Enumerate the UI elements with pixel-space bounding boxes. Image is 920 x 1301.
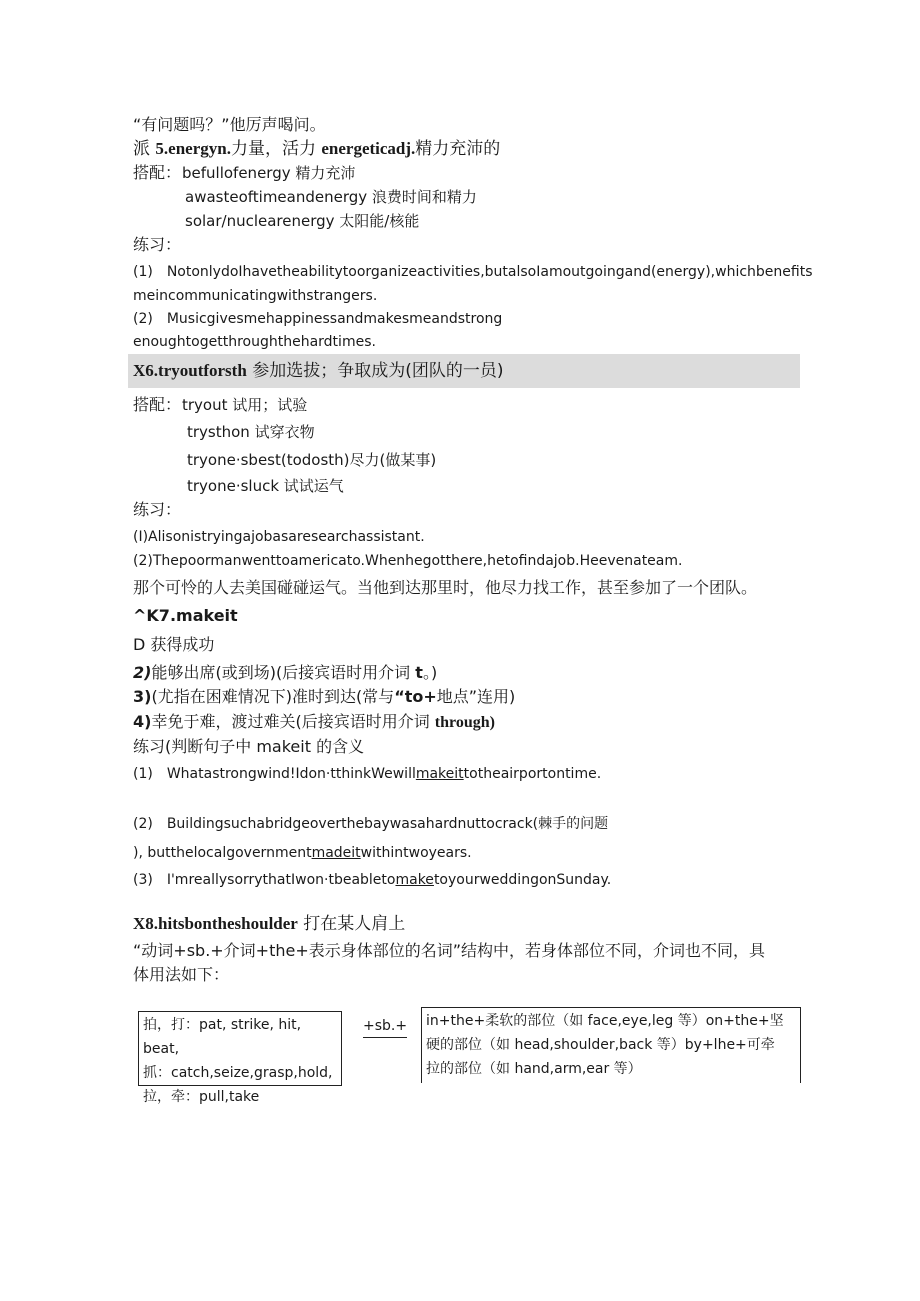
section-6-word: X6.tryoutforsth	[133, 361, 247, 380]
s7-practice-1	[133, 763, 601, 785]
prep-row-2: 硬的部位（如 head,shoulder,back 等）by+lhe+可牵	[426, 1037, 775, 1053]
s7-practice-intro: 练习(判断句子中 makeit 的含义	[133, 737, 365, 756]
s5-collocation-3: solar/nuclearenergy 太阳能/核能	[185, 212, 420, 230]
s7-meaning-2	[133, 662, 437, 684]
s6-collocation-3: tryone·sbest(todosth)尽力(做某事)	[187, 451, 437, 469]
s5-collocation-2: awasteoftimeandenergy 浪费时间和精力	[185, 188, 477, 206]
s7-m3-num: 3)	[133, 687, 152, 706]
section-5-adj: energeticadj.	[321, 139, 416, 158]
s7-p2-c: withintwoyears.	[360, 845, 472, 861]
s7-p2-underline: madeit	[311, 845, 361, 861]
s8-desc-1: “动词+sb.+介词+the+表示身体部位的名词”结构中，若身体部位不同，介词也不同，具	[133, 941, 766, 960]
s5-practice-2b: enoughtogetthroughthehardtimes.	[133, 334, 376, 350]
s7-m3-to: “to+	[394, 687, 437, 706]
s7-p2-b: ), butthelocalgovernment	[133, 845, 312, 861]
s7-m2-text: 能够出席(或到场)(后接宾语时用介词	[151, 663, 416, 682]
prep-row-3: 拉的部位（如 hand,arm,ear 等）	[426, 1061, 642, 1077]
practice-label: 练习：	[133, 235, 182, 254]
s5-collocation-1: befullofenergy 精力充沛	[182, 164, 356, 182]
s7-p3-a: (3) I'mreallysorrythatIwon·tbeableto	[133, 872, 396, 888]
s6-collocation-2: trysthon 试穿衣物	[187, 423, 315, 441]
section-5-prefix: 派	[133, 139, 156, 159]
s5-practice-1b: meincommunicatingwithstrangers.	[133, 288, 378, 304]
s7-m2-t: t	[415, 663, 423, 682]
s7-p1-underline: makeit	[415, 766, 464, 782]
s7-m4-num: 4)	[133, 712, 152, 731]
s7-m4-through: through)	[434, 714, 495, 731]
section-6-heading	[133, 360, 503, 382]
section-8-word: X8.hitsbontheshoulder	[133, 914, 298, 933]
s7-practice-2b	[133, 842, 472, 864]
verb-row-3: 拉，牵：pull,take	[143, 1089, 260, 1105]
prep-row-1: in+the+柔软的部位（如 face,eye,leg 等）on+the+坚	[426, 1013, 784, 1029]
s5-practice-2: (2) Musicgivesmehappinessandmakesmeandstrong	[133, 311, 503, 327]
verb-box	[138, 1011, 342, 1105]
s7-m2-end: 。)	[422, 663, 438, 682]
s7-p1-b: totheairportontime.	[463, 766, 602, 782]
s6-practice-label: 练习：	[133, 500, 182, 519]
preposition-box	[421, 1007, 801, 1083]
section-5-adj-meaning: 精力充沛的	[415, 139, 501, 159]
s7-p1-a: (1) Whatastrongwind!Idon·tthinkWewill	[133, 766, 416, 782]
verb-row-1: 拍，打：pat, strike, hit, beat,	[143, 1017, 302, 1057]
section-8-meaning: 打在某人肩上	[297, 914, 406, 934]
s6-collocation-1: tryout 试用；试验	[182, 396, 308, 414]
s7-meaning-1: D 获得成功	[133, 635, 215, 654]
sb-connector: +sb.+	[363, 1015, 407, 1038]
s8-desc-2: 体用法如下：	[133, 965, 230, 984]
section-5-meaning: 力量，活力	[230, 139, 322, 159]
s7-meaning-4	[133, 711, 495, 734]
s7-practice-2: (2) Buildingsuchabridgeoverthebaywasahardnuttocrack(棘手的问题	[133, 816, 609, 832]
s7-p3-underline: make	[395, 872, 434, 888]
s6-collocation-4: tryone·sluck 试试运气	[187, 477, 344, 495]
collocation-label: 搭配：	[133, 163, 182, 182]
section-7-heading: ^K7.makeit	[133, 606, 238, 625]
s6-practice-2: (2)Thepoormanwenttoamericato.Whenhegotthere,hetofindajob.Heevenateam.	[133, 553, 683, 569]
s7-p3-b: toyourweddingonSunday.	[433, 872, 612, 888]
s7-m3-text: (尤指在困难情况下)准时到达(常与	[151, 687, 395, 706]
s5-practice-1: (1) NotonlydoIhavetheabilitytoorganizeactivities,butalsoIamoutgoingand(energy),whichbenefits	[133, 264, 813, 280]
s6-practice-translation: 那个可怜的人去美国碰碰运气。当他到达那里时，他尽力找工作，甚至参加了一个团队。	[133, 578, 758, 597]
section-6-meaning: 参加选拔；争取成为(团队的一员)	[246, 361, 504, 381]
section-5-word: 5.energyn.	[155, 139, 231, 158]
s6-collocation-label: 搭配：	[133, 395, 182, 414]
s7-m2-num: 2)	[133, 663, 152, 682]
verb-row-2: 抓：catch,seize,grasp,hold,	[143, 1065, 333, 1081]
s7-m4-text: 幸免于难，渡过难关(后接宾语时用介词	[151, 712, 435, 731]
s6-practice-1: (I)Alisonistryingajobasaresearchassistant.	[133, 529, 425, 545]
section-5-heading	[133, 138, 500, 160]
section-8-heading	[133, 913, 405, 935]
s7-practice-3	[133, 869, 611, 891]
s7-meaning-3	[133, 686, 515, 708]
quote-line: “有问题吗？”他厉声喝问。	[133, 115, 326, 134]
s7-m3-end: 地点”连用)	[436, 687, 516, 706]
